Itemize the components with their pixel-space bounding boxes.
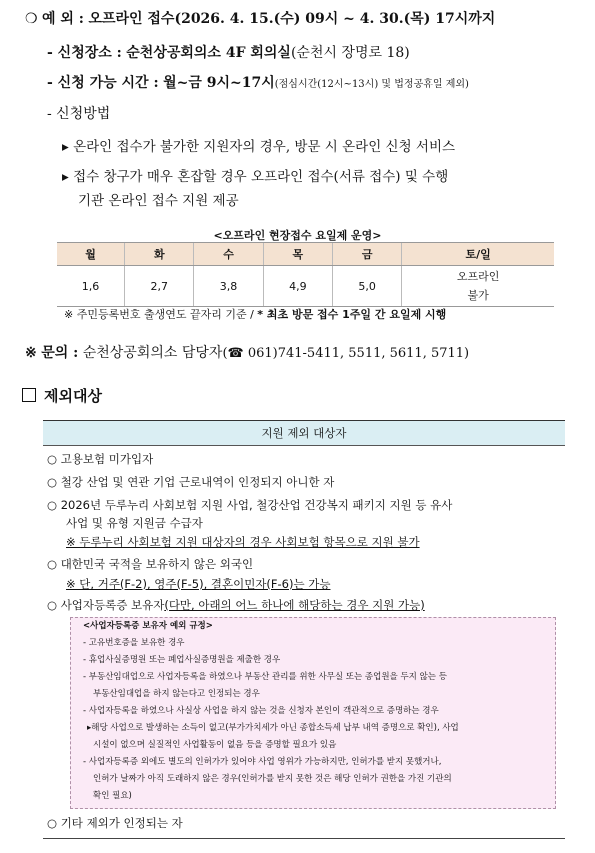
period-line: [25, 8, 495, 28]
exception-line: - 사업자등록증 외에도 별도의 인허가가 있어야 사업 영위가 가능하지만, 인허가를 받지 못했거나,: [83, 757, 442, 767]
exclusion-item-5: [47, 597, 425, 613]
method-item-1: ▸ 온라인 접수가 불가한 지원자의 경우, 방문 시 온라인 신청 서비스: [62, 139, 456, 155]
value-thu: 4,9: [263, 266, 332, 307]
schedule-table: [57, 242, 554, 307]
exception-line: - 고유번호증을 보유한 경우: [83, 638, 185, 648]
exception-line: - 사업자등록을 하였으나 사실상 사업을 하지 않는 것을 신청자 본인이 객관적으로 증명하는 경우: [83, 706, 439, 716]
exceptions-box: [70, 617, 556, 809]
header-weekend: 토/일: [402, 243, 554, 266]
exception-line: - 휴업사실증명원 또는 폐업사실증명원을 제출한 경우: [83, 655, 281, 665]
value-fri: 5,0: [333, 266, 402, 307]
schedule-note-plain: ※ 주민등록번호 출생연도 끝자리 기준 /: [64, 308, 254, 321]
method-label: - 신청방법: [47, 106, 111, 122]
bottom-divider: [43, 838, 565, 839]
exclusion-item-3-cont: 사업 및 유형 지원금 수급자: [66, 516, 203, 530]
header-tue: 화: [125, 243, 194, 266]
schedule-note-bold: * 최초 방문 접수 1주일 간 요일제 시행: [257, 308, 447, 321]
exclusion-item-3: ○ 2026년 두루누리 사회보험 지원 사업, 철강산업 건강복지 패키지 지원 등 유사: [47, 498, 453, 512]
exclusion-note-2: ※ 단, 거주(F-2), 영주(F-5), 결혼이민자(F-6)는 가능: [66, 577, 331, 591]
weekend-line-2: 불가: [467, 289, 489, 302]
value-tue: 2,7: [125, 266, 194, 307]
value-wed: 3,8: [194, 266, 263, 307]
exception-line: 확인 필요): [93, 791, 132, 801]
schedule-caption: <오프라인 현장접수 요일제 운영>: [213, 229, 382, 242]
header-fri: 금: [333, 243, 402, 266]
value-weekend: [402, 266, 554, 307]
exception-line: ▸해당 사업으로 발생하는 소득이 없고(부가가치세가 아닌 종합소득세 납부 내역 증명으로 확인), 사업: [87, 723, 459, 733]
inquiry-line: [25, 342, 469, 362]
exclusion-header: 지원 제외 대상자: [43, 420, 565, 446]
inquiry-text: 순천상공회의소 담당자: [82, 345, 223, 361]
schedule-header-row: [57, 243, 554, 266]
exclusion-note-1: ※ 두루누리 사회보험 지원 대상자의 경우 사회보험 항목으로 지원 불가: [66, 535, 420, 549]
reference-mark-icon: ※: [25, 345, 37, 361]
period-text: 오프라인 접수(2026. 4. 15.(수) 09시 ~ 4. 30.(목) 17시까지: [88, 11, 496, 27]
section-heading: [22, 385, 102, 406]
exception-line: 인허가 날짜가 아직 도래하지 않은 경우(인허가를 받지 못한 것은 해당 인허가 권한을 가진 기관의: [93, 774, 452, 784]
place-label: - 신청장소 :: [47, 45, 122, 61]
exclusion-item-4: ○ 대한민국 국적을 보유하지 않은 외국인: [47, 557, 254, 571]
hours-text: 월~금 9시~17시: [163, 75, 275, 91]
exception-line: 시설이 없으며 실질적인 사업활동이 없음 등을 증명할 필요가 있음: [93, 740, 337, 750]
exclusion-item-1: ○ 고용보험 미가입자: [47, 452, 154, 466]
section-title: 제외대상: [44, 387, 102, 405]
hours-line: [47, 72, 469, 92]
method-item-2: ▸ 접수 창구가 매우 혼잡할 경우 오프라인 접수(서류 접수) 및 수행: [62, 169, 449, 185]
schedule-note: [64, 306, 446, 322]
value-mon: 1,6: [57, 266, 125, 307]
place-line: [47, 42, 410, 62]
exception-line: 부동산임대업을 하지 않는다고 인정되는 경우: [93, 689, 260, 699]
place-text: 순천상공회의소 4F 회의실: [126, 45, 291, 61]
hours-label: - 신청 가능 시간 :: [47, 75, 159, 91]
exclusion-item-5-text: ○ 사업자등록증 보유자: [47, 598, 165, 612]
exception-line: - 부동산임대업으로 사업자등록을 하였으나 부동산 관리를 위한 사무실 또는 종업원을 두지 않는 등: [83, 672, 447, 682]
method-item-2-cont: 기관 온라인 접수 지원 제공: [78, 193, 239, 209]
schedule-value-row: [57, 266, 554, 307]
inquiry-label: 문의 :: [41, 345, 79, 361]
exclusion-item-2: ○ 철강 산업 및 연관 기업 근로내역이 인정되지 아니한 자: [47, 475, 335, 489]
inquiry-phone: (☎ 061)741-5411, 5511, 5611, 5711): [222, 346, 470, 361]
header-mon: 월: [57, 243, 125, 266]
exclusion-item-5-paren: (다만, 아래의 어느 하나에 해당하는 경우 지원 가능): [164, 598, 425, 612]
circle-bullet-icon: ❍: [25, 11, 38, 27]
square-bullet-icon: [22, 388, 36, 402]
exclusion-item-6: ○ 기타 제외가 인정되는 자: [47, 816, 183, 830]
header-thu: 목: [263, 243, 332, 266]
hours-note: (점심시간(12시~13시) 및 법정공휴일 제외): [274, 79, 469, 90]
place-note: (순천시 장명로 18): [290, 45, 410, 61]
exceptions-title: <사업자등록증 보유자 예외 규정>: [83, 621, 213, 631]
weekend-line-1: 오프라인: [456, 270, 500, 283]
period-label: 예 외 :: [42, 11, 84, 27]
header-wed: 수: [194, 243, 263, 266]
